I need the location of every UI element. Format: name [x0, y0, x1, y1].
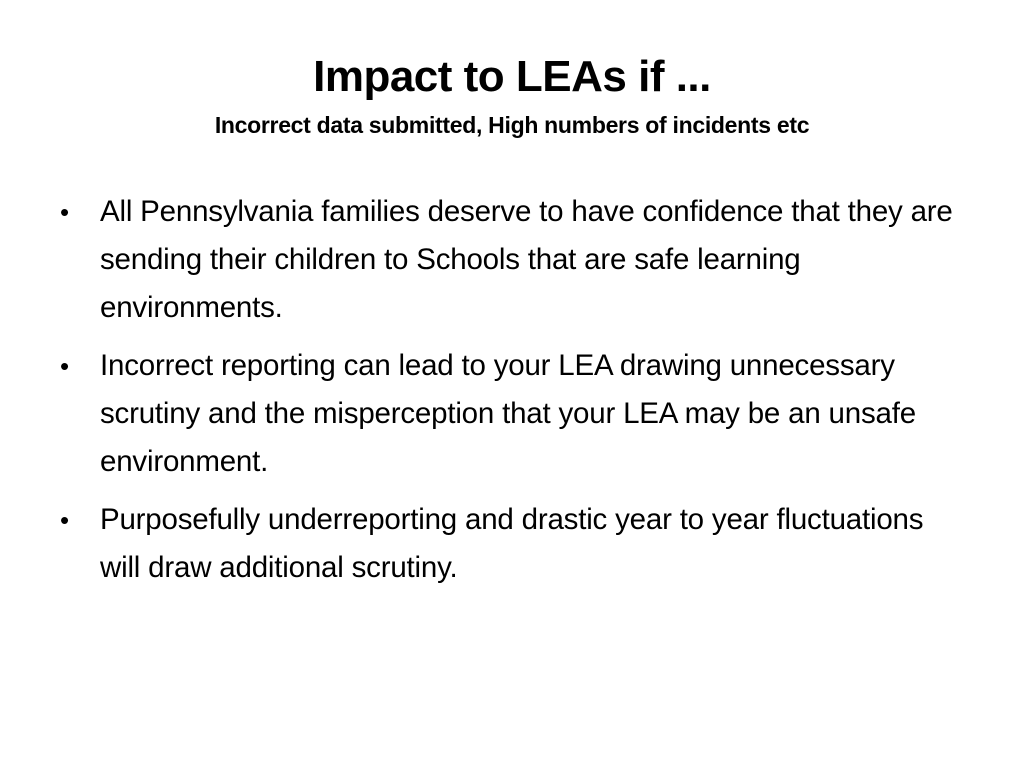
bullet-icon: • — [60, 351, 69, 381]
bullet-item — [58, 496, 968, 592]
bullet-icon: • — [60, 505, 69, 535]
bullet-text: Incorrect reporting can lead to your LEA drawing unnecessary scrutiny and the misperception that your LEA may be an unsafe environment. — [100, 349, 916, 478]
slide-title: Impact to LEAs if ... — [313, 52, 711, 101]
bullet-text: Purposefully underreporting and drastic year to year fluctuations will draw additional scrutiny. — [100, 503, 924, 584]
bullet-icon: • — [60, 197, 69, 227]
bullet-text: All Pennsylvania families deserve to have confidence that they are sending their children to Schools that are safe learning environments. — [100, 195, 953, 324]
bullet-item — [58, 188, 968, 332]
bullet-item — [58, 342, 968, 486]
bullet-list — [58, 188, 968, 602]
slide-subtitle: Incorrect data submitted, High numbers of incidents etc — [214, 112, 810, 138]
title-block — [60, 46, 964, 142]
